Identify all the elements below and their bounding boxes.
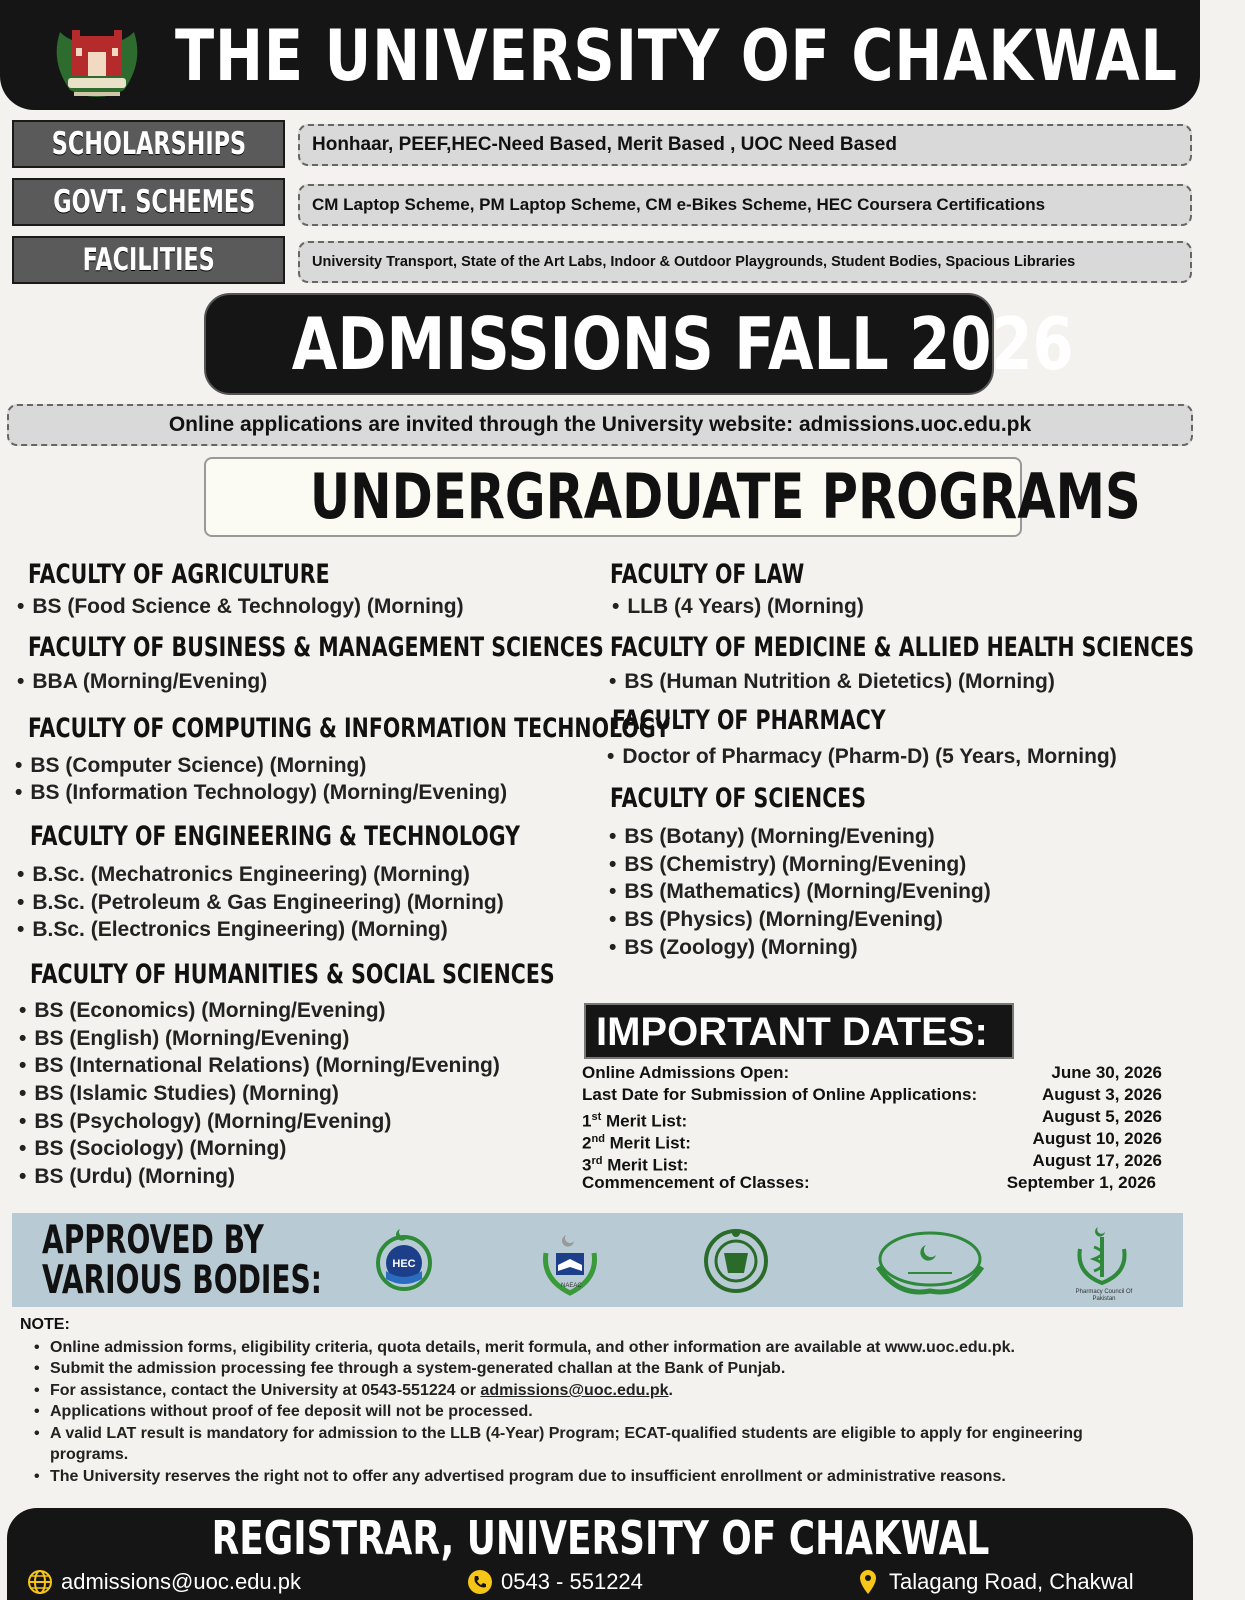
header-bar — [0, 0, 1200, 110]
online-applications-notice: Online applications are invited through the University website: admissions.uoc.edu.pk — [7, 404, 1193, 446]
program-item: • BS (Psychology) (Morning/Evening) — [19, 1109, 391, 1135]
date-value: June 30, 2026 — [1051, 1063, 1162, 1082]
note-item: • The University reserves the right not to offer any advertised program due to insufficient enrollment or administrative reasons. — [50, 1466, 1160, 1487]
faculty-agriculture-heading: FACULTY OF AGRICULTURE — [28, 559, 330, 590]
date-label: Commencement of Classes: — [582, 1173, 810, 1192]
govt-schemes-value: CM Laptop Scheme, PM Laptop Scheme, CM e-Bikes Scheme, HEC Coursera Certifications — [298, 184, 1192, 226]
facilities-label: FACILITIES — [12, 236, 285, 284]
program-item: • BS (English) (Morning/Evening) — [19, 1026, 349, 1052]
note-item: • Applications without proof of fee deposit will not be processed. — [50, 1401, 1160, 1422]
date-value: August 5, 2026 — [1042, 1107, 1162, 1126]
scholarships-value: Honhaar, PEEF,HEC-Need Based, Merit Based , UOC Need Based — [298, 124, 1192, 166]
faculty-law-heading: FACULTY OF LAW — [610, 559, 805, 590]
program-item: • BS (Botany) (Morning/Evening) — [609, 824, 935, 850]
date-value: August 3, 2026 — [1042, 1085, 1162, 1104]
date-label: 2nd Merit List: — [582, 1133, 691, 1153]
date-label: 1st Merit List: — [582, 1111, 688, 1131]
contact-email-link[interactable]: admissions@uoc.edu.pk — [480, 1382, 669, 1399]
program-item: • B.Sc. (Petroleum & Gas Engineering) (Morning) — [17, 890, 504, 916]
facilities-value: University Transport, State of the Art Labs, Indoor & Outdoor Playgrounds, Student Bodies, Spacious Libraries — [298, 241, 1192, 283]
program-item: • BS (Information Technology) (Morning/Evening) — [15, 780, 507, 806]
pec-seal-icon — [698, 1223, 774, 1299]
date-label: Online Admissions Open: — [582, 1063, 790, 1082]
registrar-title: REGISTRAR, UNIVERSITY OF CHAKWAL — [211, 1511, 989, 1565]
footer-bar — [7, 1508, 1193, 1600]
pharmacy-caption: Pharmacy Council Of Pakistan — [1075, 1289, 1133, 1302]
govt-schemes-label: GOVT. SCHEMES — [12, 178, 285, 226]
program-item: • BS (Chemistry) (Morning/Evening) — [609, 852, 966, 878]
approved-bodies-bar — [12, 1213, 1183, 1307]
program-item: • Doctor of Pharmacy (Pharm-D) (5 Years, Morning) — [607, 744, 1117, 770]
date-value: August 17, 2026 — [1032, 1151, 1162, 1170]
pharmacy-council-seal-icon — [1072, 1223, 1132, 1299]
note-item: • Submit the admission processing fee through a system-generated challan at the Bank of Punjab. — [50, 1358, 1160, 1379]
faculty-medicine-heading: FACULTY OF MEDICINE & ALLIED HEALTH SCIENCES — [610, 632, 1195, 663]
date-value: September 1, 2026 — [1006, 1173, 1156, 1192]
program-item: • BS (Zoology) (Morning) — [609, 935, 858, 961]
faculty-engineering-heading: FACULTY OF ENGINEERING & TECHNOLOGY — [30, 821, 520, 852]
note-heading: NOTE: — [20, 1316, 70, 1333]
svg-text:HEC: HEC — [392, 1258, 416, 1270]
university-title: THE UNIVERSITY OF CHAKWAL — [175, 15, 1178, 97]
faculty-pharmacy-heading: FACULTY OF PHARMACY — [612, 705, 886, 736]
program-item: • BS (Economics) (Morning/Evening) — [19, 998, 386, 1024]
globe-icon — [27, 1569, 53, 1595]
note-item: • For assistance, contact the University at 0543-551224 or admissions@uoc.edu.pk. — [50, 1380, 1160, 1401]
date-label: Last Date for Submission of Online Applications: — [582, 1085, 978, 1104]
program-item: • BS (Mathematics) (Morning/Evening) — [609, 879, 991, 905]
admissions-banner: ADMISSIONS FALL 2026 — [204, 293, 994, 395]
program-item: • BS (Islamic Studies) (Morning) — [19, 1081, 339, 1107]
program-item: • BS (Computer Science) (Morning) — [15, 753, 366, 779]
faculty-humanities-heading: FACULTY OF HUMANITIES & SOCIAL SCIENCES — [30, 959, 555, 990]
faculty-sciences-heading: FACULTY OF SCIENCES — [610, 783, 867, 814]
program-item: • BS (Human Nutrition & Dietetics) (Morning) — [609, 669, 1055, 695]
note-item: • A valid LAT result is mandatory for admission to the LLB (4-Year) Program; ECAT-qualified students are eligible to apply for engineering programs. — [50, 1423, 1160, 1465]
program-item: • B.Sc. (Mechatronics Engineering) (Morning) — [17, 862, 470, 888]
university-crest-icon — [50, 12, 144, 100]
program-item: • BS (Physics) (Morning/Evening) — [609, 907, 943, 933]
program-item: • BS (Food Science & Technology) (Morning) — [17, 594, 464, 620]
faculty-computing-heading: FACULTY OF COMPUTING & INFORMATION TECHNOLOGY — [28, 713, 671, 744]
note-item: • Online admission forms, eligibility criteria, quota details, merit formula, and other information are available at www.uoc.edu.pk. — [50, 1337, 1160, 1358]
important-dates-title: IMPORTANT DATES: — [584, 1003, 1014, 1059]
program-item: • BS (International Relations) (Morning/Evening) — [19, 1053, 500, 1079]
program-item: • BS (Urdu) (Morning) — [19, 1164, 235, 1190]
pakistan-bar-council-seal-icon — [868, 1223, 992, 1299]
footer-address: Talagang Road, Chakwal — [889, 1569, 1134, 1594]
location-pin-icon — [855, 1569, 881, 1595]
footer-phone[interactable]: 0543 - 551224 — [501, 1569, 643, 1594]
date-label: 3rd Merit List: — [582, 1155, 689, 1175]
hec-seal-icon — [366, 1223, 442, 1299]
faculty-business-heading: FACULTY OF BUSINESS & MANAGEMENT SCIENCES — [28, 632, 604, 663]
phone-icon — [467, 1569, 493, 1595]
footer-email[interactable]: admissions@uoc.edu.pk — [61, 1569, 302, 1594]
undergraduate-programs-title: UNDERGRADUATE PROGRAMS — [204, 457, 1022, 537]
program-item: • BBA (Morning/Evening) — [17, 669, 267, 695]
scholarships-label: SCHOLARSHIPS — [12, 120, 285, 168]
date-value: August 10, 2026 — [1032, 1129, 1162, 1148]
program-item: • LLB (4 Years) (Morning) — [612, 594, 864, 620]
naeac-caption: NAEAC — [561, 1283, 582, 1289]
approved-by-heading: APPROVED BY VARIOUS BODIES: — [42, 1218, 322, 1303]
program-item: • B.Sc. (Electronics Engineering) (Morning) — [17, 917, 448, 943]
program-item: • BS (Sociology) (Morning) — [19, 1136, 286, 1162]
